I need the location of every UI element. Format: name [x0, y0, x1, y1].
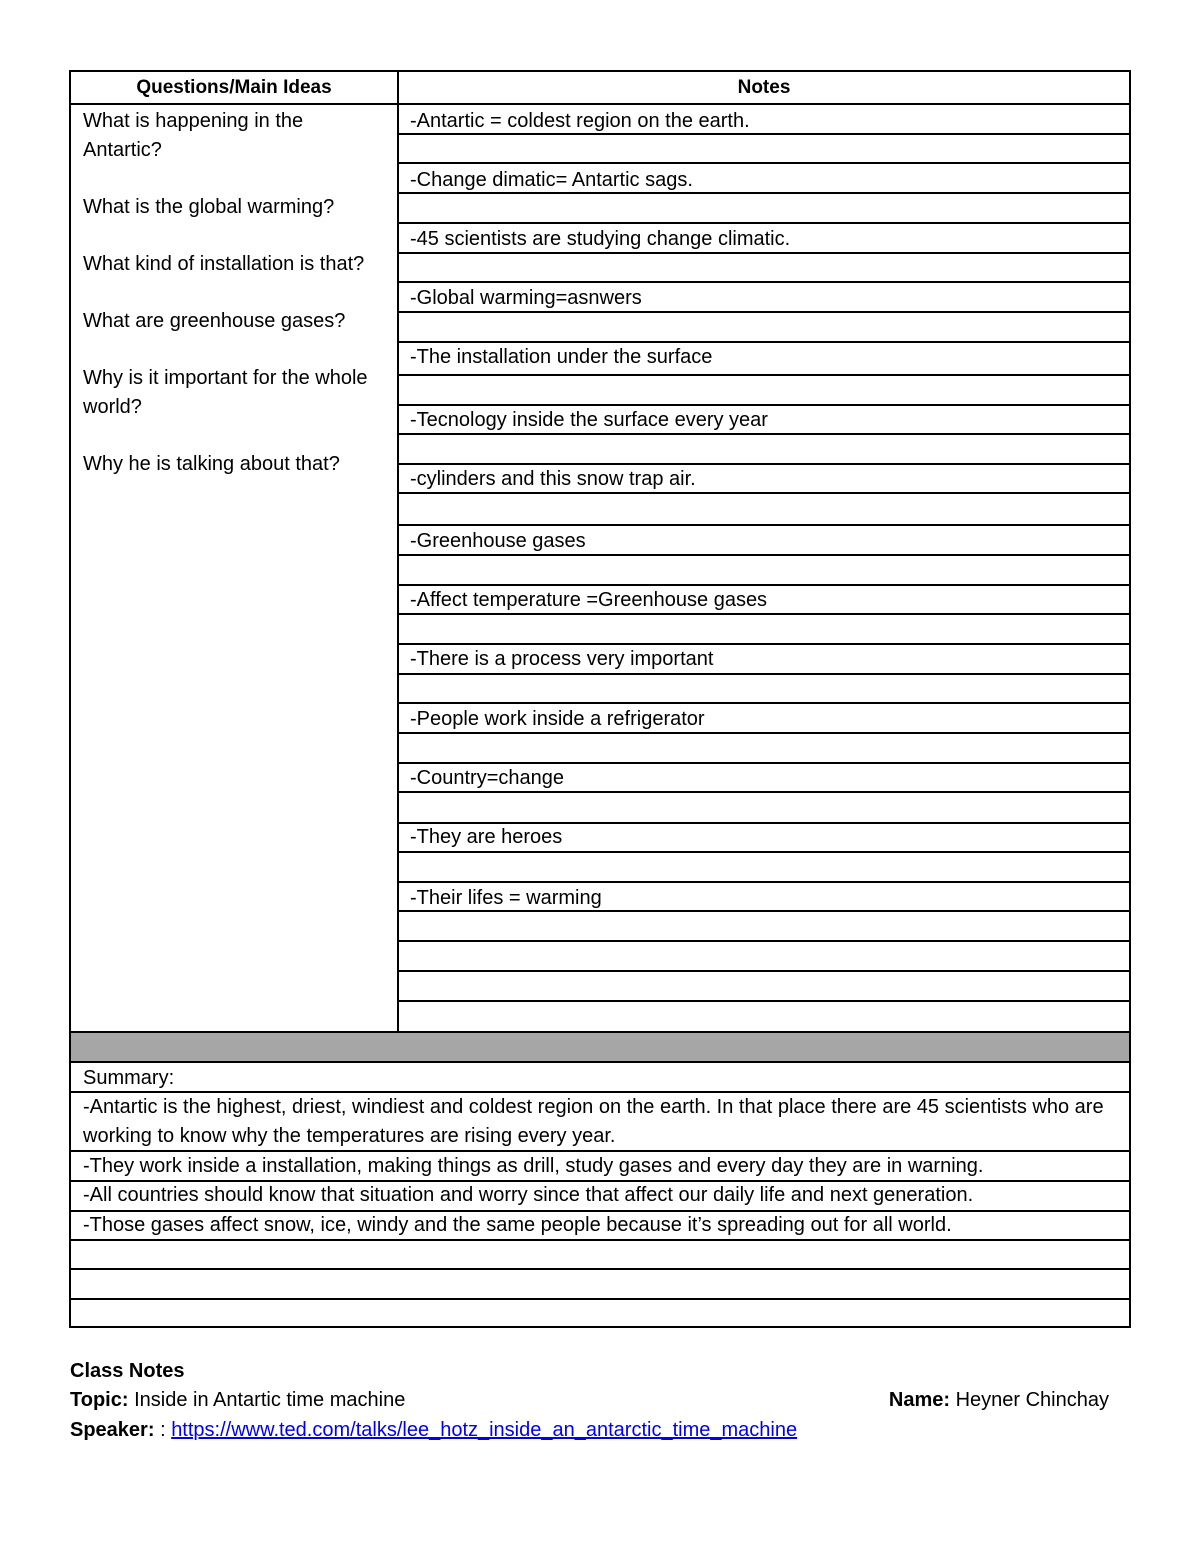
question-item: Why is it important for the whole world?: [83, 367, 368, 418]
summary-rule: [71, 1298, 1129, 1300]
question-item: What is the global warming?: [83, 196, 335, 218]
note-row-rule: [399, 222, 1129, 224]
summary-top-rule: [71, 1061, 1129, 1063]
speaker-link[interactable]: https://www.ted.com/talks/lee_hotz_inside_an_antarctic_time_machine: [171, 1419, 798, 1441]
note-row-rule: [399, 1000, 1129, 1002]
summary-rule: [71, 1268, 1129, 1270]
note-line: -There is a process very important: [410, 648, 714, 670]
class-notes-title: Class Notes: [70, 1360, 185, 1382]
notes-header: Notes: [737, 77, 791, 98]
note-row-rule: [399, 673, 1129, 675]
question-item: Why he is talking about that?: [83, 453, 340, 475]
note-row-rule: [399, 311, 1129, 313]
header-rule: [71, 103, 1129, 105]
note-row-rule: [399, 851, 1129, 853]
name-line: [889, 1387, 1109, 1413]
cornell-notes-table: [69, 70, 1131, 1328]
note-row-rule: [399, 791, 1129, 793]
speaker-label: Speaker:: [70, 1419, 161, 1441]
note-line: -Global warming=asnwers: [410, 287, 642, 309]
note-row-rule: [399, 463, 1129, 465]
summary-rule: [71, 1239, 1129, 1241]
note-row-rule: [399, 341, 1129, 343]
question-item: What are greenhouse gases?: [83, 310, 346, 332]
note-row-rule: [399, 940, 1129, 942]
questions-header: Questions/Main Ideas: [136, 77, 332, 98]
column-divider: [397, 72, 399, 1032]
note-row-rule: [399, 702, 1129, 704]
note-row-rule: [399, 762, 1129, 764]
note-row-rule: [399, 281, 1129, 283]
note-line: -Country=change: [410, 767, 564, 789]
note-line: -The installation under the surface: [410, 346, 713, 368]
summary-line: -All countries should know that situation and worry since that affect our daily life and next generation.: [83, 1184, 974, 1206]
note-row-rule: [399, 613, 1129, 615]
topic-line: [70, 1387, 405, 1413]
note-line: -Their lifes = warming: [410, 887, 602, 909]
note-row-rule: [399, 881, 1129, 883]
note-row-rule: [399, 910, 1129, 912]
summary-line: -They work inside a installation, making things as drill, study gases and every day they are in warning.: [83, 1155, 984, 1177]
speaker-prefix: :: [160, 1419, 172, 1441]
note-line: -cylinders and this snow trap air.: [410, 468, 696, 490]
note-row-rule: [399, 433, 1129, 435]
speaker-line: [70, 1417, 797, 1443]
note-line: -Greenhouse gases: [410, 530, 586, 552]
note-row-rule: [399, 404, 1129, 406]
note-line: -45 scientists are studying change climatic.: [410, 228, 791, 250]
note-line: -Affect temperature =Greenhouse gases: [410, 589, 768, 611]
question-item: What kind of installation is that?: [83, 253, 365, 275]
section-divider-bar: [71, 1033, 1129, 1061]
note-row-rule: [399, 374, 1129, 376]
note-row-rule: [399, 524, 1129, 526]
note-row-rule: [399, 162, 1129, 164]
note-row-rule: [399, 492, 1129, 494]
note-line: -People work inside a refrigerator: [410, 708, 705, 730]
name-label: Name:: [888, 1389, 951, 1411]
question-item: What is happening in the Antartic?: [83, 110, 304, 161]
note-row-rule: [399, 584, 1129, 586]
note-row-rule: [399, 732, 1129, 734]
summary-line: -Those gases affect snow, ice, windy and the same people because it’s spreading out for all world.: [83, 1214, 952, 1236]
note-line: -Tecnology inside the surface every year: [410, 409, 768, 431]
summary-label: Summary:: [83, 1067, 175, 1089]
topic-value: Inside in Antartic time machine: [128, 1389, 406, 1411]
note-row-rule: [399, 643, 1129, 645]
summary-line: -Antartic is the highest, driest, windiest and coldest region on the earth. In that place there are 45 scientists who are working to know why the temperatures are rising every year.: [83, 1096, 1104, 1147]
note-line: -Change dimatic= Antartic sags.: [410, 169, 693, 191]
note-line: -They are heroes: [410, 826, 563, 848]
note-row-rule: [399, 252, 1129, 254]
name-value: Heyner Chinchay: [950, 1389, 1109, 1411]
note-line: -Antartic = coldest region on the earth.: [410, 110, 750, 132]
note-row-rule: [399, 822, 1129, 824]
note-row-rule: [399, 970, 1129, 972]
note-row-rule: [399, 192, 1129, 194]
topic-label: Topic:: [70, 1389, 129, 1411]
questions-column: [83, 107, 383, 507]
note-row-rule: [399, 133, 1129, 135]
note-row-rule: [399, 554, 1129, 556]
